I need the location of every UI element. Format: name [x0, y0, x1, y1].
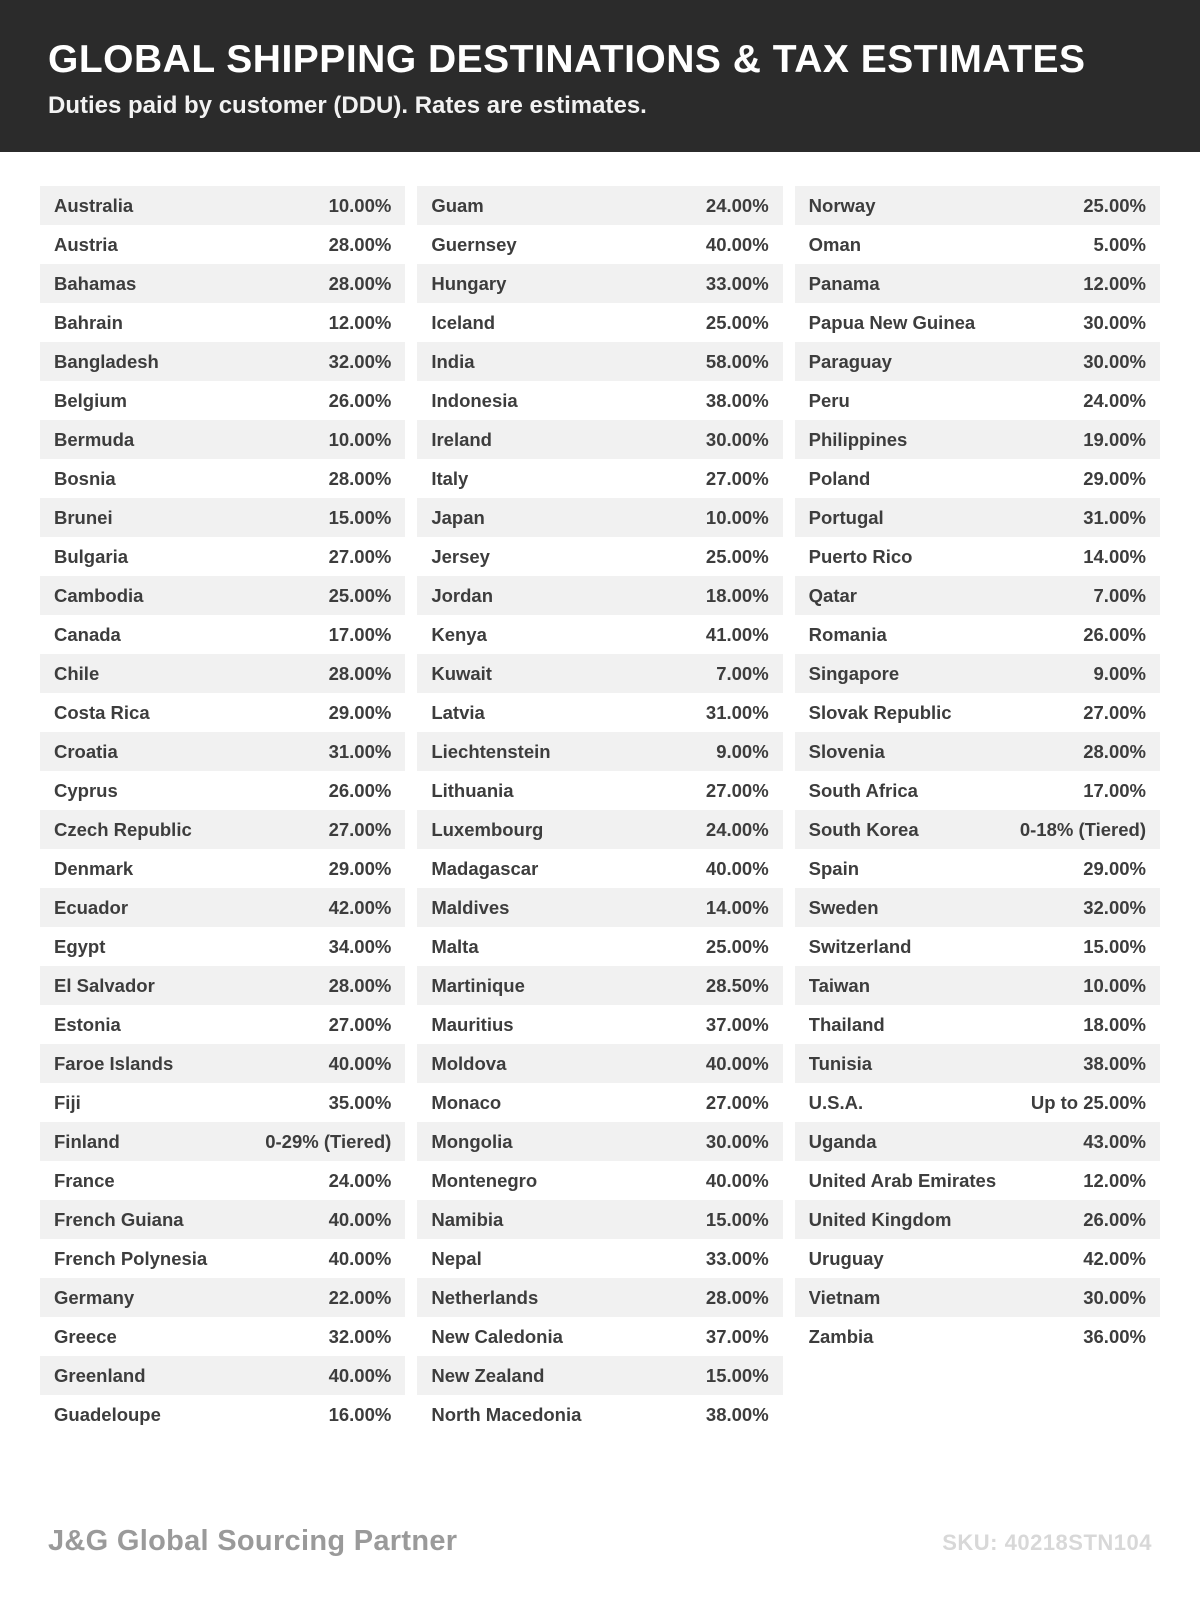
- table-row: [40, 459, 405, 498]
- table-row: [795, 966, 1160, 1005]
- country-name: Greece: [54, 1325, 117, 1347]
- table-row: [417, 849, 782, 888]
- country-name: United Arab Emirates: [808, 1169, 997, 1191]
- tax-rate: 28.50%: [705, 974, 769, 996]
- country-name: Maldives: [431, 896, 510, 918]
- tax-rate: 24.00%: [705, 818, 769, 840]
- tax-rate: 14.00%: [1083, 545, 1146, 567]
- tax-rate: 31.00%: [328, 740, 392, 762]
- tax-rate: 25.00%: [328, 584, 392, 606]
- tax-rate: 40.00%: [705, 1169, 769, 1191]
- country-name: Croatia: [54, 740, 118, 762]
- tax-rate: 10.00%: [328, 194, 392, 216]
- tax-rate: 43.00%: [1083, 1130, 1146, 1152]
- tax-rate: 27.00%: [328, 1013, 392, 1035]
- table-row: [795, 1278, 1160, 1317]
- table-row: [40, 1395, 405, 1434]
- tax-rate: 32.00%: [328, 1325, 392, 1347]
- table-row: [417, 537, 782, 576]
- tax-rate: 30.00%: [1083, 1286, 1146, 1308]
- table-row: [417, 888, 782, 927]
- tax-rate: 26.00%: [328, 779, 392, 801]
- tax-rate: 27.00%: [328, 818, 392, 840]
- tax-rate: 15.00%: [705, 1364, 769, 1386]
- rates-column-1: [40, 186, 405, 1434]
- tax-rate: 7.00%: [1093, 584, 1146, 606]
- table-row: [795, 1161, 1160, 1200]
- tax-rate: 30.00%: [1083, 350, 1146, 372]
- tax-rate: 25.00%: [705, 935, 769, 957]
- country-name: Norway: [808, 194, 876, 216]
- tax-rate: 30.00%: [705, 1130, 769, 1152]
- country-name: Malta: [431, 935, 479, 957]
- table-row: [40, 1005, 405, 1044]
- table-row: [795, 1239, 1160, 1278]
- table-row: [795, 654, 1160, 693]
- sku-text: SKU: 40218STN104: [942, 1530, 1152, 1555]
- tax-rate: 29.00%: [1083, 857, 1146, 879]
- country-name: Slovak Republic: [808, 701, 952, 723]
- table-row: [40, 1200, 405, 1239]
- tax-rate: 40.00%: [705, 1052, 769, 1074]
- table-row: [417, 732, 782, 771]
- country-name: Canada: [54, 623, 121, 645]
- country-name: Tunisia: [808, 1052, 873, 1074]
- country-name: Singapore: [808, 662, 900, 684]
- table-row: [795, 537, 1160, 576]
- table-row: [417, 1122, 782, 1161]
- table-row: [40, 576, 405, 615]
- rates-table: [0, 152, 1200, 1434]
- country-name: Monaco: [431, 1091, 502, 1113]
- table-row: [795, 693, 1160, 732]
- country-name: Romania: [808, 623, 887, 645]
- tax-rate: 40.00%: [705, 857, 769, 879]
- country-name: Oman: [808, 233, 862, 255]
- country-name: Lithuania: [431, 779, 514, 801]
- table-row: [40, 732, 405, 771]
- country-name: Peru: [808, 389, 850, 411]
- tax-rate: 24.00%: [1083, 389, 1146, 411]
- table-row: [417, 1161, 782, 1200]
- table-row: [795, 732, 1160, 771]
- table-row: [417, 1356, 782, 1395]
- tax-rate: 25.00%: [705, 311, 769, 333]
- country-name: Mauritius: [431, 1013, 514, 1035]
- country-name: Netherlands: [431, 1286, 539, 1308]
- table-row: [795, 1044, 1160, 1083]
- tax-rate: 17.00%: [328, 623, 392, 645]
- table-row: [795, 1083, 1160, 1122]
- table-row: [795, 225, 1160, 264]
- table-row: [417, 1317, 782, 1356]
- tax-rate: 26.00%: [328, 389, 392, 411]
- country-name: Portugal: [808, 506, 884, 528]
- tax-rate: 15.00%: [328, 506, 392, 528]
- tax-rate: 40.00%: [328, 1364, 392, 1386]
- table-row: [417, 1395, 782, 1434]
- country-name: Namibia: [431, 1208, 504, 1230]
- tax-rate: 24.00%: [328, 1169, 392, 1191]
- country-name: El Salvador: [54, 974, 155, 996]
- table-row: [40, 1161, 405, 1200]
- table-row: [417, 1044, 782, 1083]
- country-name: Qatar: [808, 584, 857, 606]
- tax-rate: 38.00%: [705, 389, 769, 411]
- table-row: [795, 459, 1160, 498]
- table-row: [40, 927, 405, 966]
- table-row: [795, 615, 1160, 654]
- table-row: [40, 303, 405, 342]
- page-header: [0, 0, 1200, 152]
- table-row: [417, 498, 782, 537]
- table-row: [795, 381, 1160, 420]
- tax-rate: 38.00%: [1083, 1052, 1146, 1074]
- country-name: Zambia: [808, 1325, 874, 1347]
- country-name: Thailand: [808, 1013, 885, 1035]
- country-name: Bahamas: [54, 272, 137, 294]
- tax-rate: 18.00%: [705, 584, 769, 606]
- table-row: [795, 1005, 1160, 1044]
- tax-rate: 30.00%: [1083, 311, 1146, 333]
- table-row: [40, 849, 405, 888]
- country-name: French Guiana: [54, 1208, 184, 1230]
- table-row: [40, 1122, 405, 1161]
- country-name: Puerto Rico: [808, 545, 913, 567]
- country-name: Poland: [808, 467, 871, 489]
- table-row: [40, 420, 405, 459]
- tax-rate: 42.00%: [1083, 1247, 1146, 1269]
- country-name: Bermuda: [54, 428, 135, 450]
- page-subtitle: Duties paid by customer (DDU). Rates are estimates.: [48, 92, 647, 119]
- country-name: U.S.A.: [808, 1091, 864, 1113]
- brand-text: J&G Global Sourcing Partner: [48, 1525, 458, 1557]
- tax-rate: 28.00%: [328, 272, 392, 294]
- table-row: [40, 810, 405, 849]
- table-row: [417, 615, 782, 654]
- tax-rate: 26.00%: [1083, 1208, 1146, 1230]
- country-name: Kuwait: [431, 662, 492, 684]
- tax-rate: 40.00%: [328, 1208, 392, 1230]
- tax-rate: 0-18% (Tiered): [1019, 818, 1146, 840]
- tax-rate: 40.00%: [328, 1052, 392, 1074]
- country-name: Uruguay: [808, 1247, 884, 1269]
- table-row: [795, 498, 1160, 537]
- table-row: [417, 654, 782, 693]
- tax-rate: Up to 25.00%: [1030, 1091, 1146, 1113]
- table-row: [417, 693, 782, 732]
- tax-rate: 19.00%: [1083, 428, 1146, 450]
- table-row: [795, 888, 1160, 927]
- country-name: Uganda: [808, 1130, 877, 1152]
- tax-rate: 35.00%: [328, 1091, 392, 1113]
- country-name: Iceland: [431, 311, 496, 333]
- country-name: Faroe Islands: [54, 1052, 174, 1074]
- table-row: [795, 264, 1160, 303]
- table-row: [795, 1317, 1160, 1356]
- table-row: [417, 225, 782, 264]
- country-name: Liechtenstein: [431, 740, 551, 762]
- table-row: [40, 615, 405, 654]
- country-name: New Caledonia: [431, 1325, 563, 1347]
- tax-rate: 31.00%: [1083, 506, 1146, 528]
- table-row: [40, 693, 405, 732]
- country-name: Montenegro: [431, 1169, 538, 1191]
- table-row: [40, 888, 405, 927]
- table-row: [40, 381, 405, 420]
- country-name: Indonesia: [431, 389, 518, 411]
- tax-rate: 29.00%: [328, 857, 392, 879]
- table-row: [40, 1239, 405, 1278]
- table-row: [417, 264, 782, 303]
- table-row: [417, 927, 782, 966]
- table-row: [417, 1083, 782, 1122]
- country-name: Sweden: [808, 896, 879, 918]
- table-row: [795, 810, 1160, 849]
- tax-rate: 40.00%: [328, 1247, 392, 1269]
- country-name: New Zealand: [431, 1364, 545, 1386]
- country-name: Jordan: [431, 584, 494, 606]
- tax-rate: 12.00%: [328, 311, 392, 333]
- tax-rate: 25.00%: [1083, 194, 1146, 216]
- tax-rate: 27.00%: [705, 779, 769, 801]
- country-name: South Africa: [808, 779, 918, 801]
- table-row: [417, 1005, 782, 1044]
- country-name: Slovenia: [808, 740, 885, 762]
- tax-rate: 32.00%: [328, 350, 392, 372]
- tax-rate: 5.00%: [1093, 233, 1146, 255]
- table-row: [40, 966, 405, 1005]
- table-row: [795, 576, 1160, 615]
- country-name: Madagascar: [431, 857, 539, 879]
- country-name: Egypt: [54, 935, 106, 957]
- tax-rate: 9.00%: [1093, 662, 1146, 684]
- tax-rate: 22.00%: [328, 1286, 392, 1308]
- tax-rate: 37.00%: [705, 1325, 769, 1347]
- tax-rate: 12.00%: [1083, 1169, 1146, 1191]
- country-name: Papua New Guinea: [808, 311, 976, 333]
- country-name: Italy: [431, 467, 469, 489]
- table-row: [795, 186, 1160, 225]
- table-row: [795, 927, 1160, 966]
- table-row: [417, 342, 782, 381]
- country-name: North Macedonia: [431, 1403, 582, 1425]
- tax-rate: 25.00%: [705, 545, 769, 567]
- tax-rate: 27.00%: [705, 1091, 769, 1113]
- country-name: Austria: [54, 233, 118, 255]
- table-row: [40, 342, 405, 381]
- table-row: [417, 1239, 782, 1278]
- tax-rate: 27.00%: [705, 467, 769, 489]
- country-name: Philippines: [808, 428, 908, 450]
- country-name: Nepal: [431, 1247, 482, 1269]
- tax-rate: 28.00%: [328, 662, 392, 684]
- tax-rate: 17.00%: [1083, 779, 1146, 801]
- tax-rate: 15.00%: [705, 1208, 769, 1230]
- country-name: Switzerland: [808, 935, 912, 957]
- country-name: Hungary: [431, 272, 507, 294]
- table-row: [40, 225, 405, 264]
- tax-rate: 28.00%: [705, 1286, 769, 1308]
- tax-rate: 28.00%: [328, 233, 392, 255]
- country-name: Taiwan: [808, 974, 870, 996]
- country-name: India: [431, 350, 475, 372]
- country-name: Fiji: [54, 1091, 81, 1113]
- tax-rate: 38.00%: [705, 1403, 769, 1425]
- country-name: Bulgaria: [54, 545, 129, 567]
- country-name: Guam: [431, 194, 484, 216]
- tax-rate: 28.00%: [1083, 740, 1146, 762]
- tax-rate: 31.00%: [705, 701, 769, 723]
- country-name: Paraguay: [808, 350, 892, 372]
- country-name: Kenya: [431, 623, 487, 645]
- table-row: [40, 264, 405, 303]
- table-row: [40, 1317, 405, 1356]
- country-name: Guernsey: [431, 233, 517, 255]
- tax-rate: 58.00%: [705, 350, 769, 372]
- tax-rate: 27.00%: [328, 545, 392, 567]
- tax-rate: 12.00%: [1083, 272, 1146, 294]
- tax-rate: 26.00%: [1083, 623, 1146, 645]
- table-row: [417, 810, 782, 849]
- tax-rate: 15.00%: [1083, 935, 1146, 957]
- table-row: [417, 420, 782, 459]
- table-row: [40, 1083, 405, 1122]
- country-name: Costa Rica: [54, 701, 150, 723]
- table-row: [795, 342, 1160, 381]
- country-name: Panama: [808, 272, 880, 294]
- tax-rate: 33.00%: [705, 272, 769, 294]
- country-name: Greenland: [54, 1364, 146, 1386]
- country-name: Czech Republic: [54, 818, 192, 840]
- tax-rate: 33.00%: [705, 1247, 769, 1269]
- country-name: United Kingdom: [808, 1208, 952, 1230]
- table-row: [417, 303, 782, 342]
- country-name: Ireland: [431, 428, 492, 450]
- tax-rate: 14.00%: [705, 896, 769, 918]
- table-row: [417, 459, 782, 498]
- country-name: Denmark: [54, 857, 134, 879]
- tax-rate: 36.00%: [1083, 1325, 1146, 1347]
- page-title: GLOBAL SHIPPING DESTINATIONS & TAX ESTIMATES: [48, 38, 1086, 81]
- tax-rate: 28.00%: [328, 974, 392, 996]
- table-row: [795, 1200, 1160, 1239]
- tax-rate: 10.00%: [705, 506, 769, 528]
- country-name: Bosnia: [54, 467, 116, 489]
- table-row: [40, 771, 405, 810]
- table-row: [40, 1278, 405, 1317]
- table-row: [417, 576, 782, 615]
- country-name: Cambodia: [54, 584, 144, 606]
- country-name: Jersey: [431, 545, 490, 567]
- tax-rate: 34.00%: [328, 935, 392, 957]
- tax-rate: 16.00%: [328, 1403, 392, 1425]
- table-row: [40, 654, 405, 693]
- tax-rate: 32.00%: [1083, 896, 1146, 918]
- tax-rate: 29.00%: [1083, 467, 1146, 489]
- country-name: French Polynesia: [54, 1247, 208, 1269]
- country-name: Vietnam: [808, 1286, 881, 1308]
- tax-rate: 27.00%: [1083, 701, 1146, 723]
- country-name: Luxembourg: [431, 818, 544, 840]
- country-name: Bahrain: [54, 311, 123, 333]
- table-row: [40, 1044, 405, 1083]
- table-row: [40, 498, 405, 537]
- table-row: [417, 381, 782, 420]
- table-row: [40, 186, 405, 225]
- page-footer: [0, 1525, 1200, 1558]
- country-name: Finland: [54, 1130, 120, 1152]
- country-name: Guadeloupe: [54, 1403, 161, 1425]
- tax-rate: 10.00%: [1083, 974, 1146, 996]
- tax-rate: 10.00%: [328, 428, 392, 450]
- country-name: Martinique: [431, 974, 525, 996]
- tax-rate: 18.00%: [1083, 1013, 1146, 1035]
- tax-rate: 37.00%: [705, 1013, 769, 1035]
- table-row: [417, 1278, 782, 1317]
- tax-rate: 42.00%: [328, 896, 392, 918]
- tax-rate: 41.00%: [705, 623, 769, 645]
- table-row: [40, 537, 405, 576]
- table-row: [417, 186, 782, 225]
- country-name: Estonia: [54, 1013, 121, 1035]
- tax-rate: 9.00%: [716, 740, 769, 762]
- table-row: [40, 1356, 405, 1395]
- table-row: [795, 1122, 1160, 1161]
- country-name: Belgium: [54, 389, 127, 411]
- table-row: [795, 771, 1160, 810]
- rates-column-3: [795, 186, 1160, 1356]
- table-row: [795, 849, 1160, 888]
- country-name: Australia: [54, 194, 134, 216]
- tax-rate: 24.00%: [705, 194, 769, 216]
- country-name: Germany: [54, 1286, 135, 1308]
- country-name: Brunei: [54, 506, 113, 528]
- country-name: Chile: [54, 662, 100, 684]
- country-name: Cyprus: [54, 779, 118, 801]
- tax-rate: 0-29% (Tiered): [265, 1130, 392, 1152]
- tax-rate: 28.00%: [328, 467, 392, 489]
- country-name: Ecuador: [54, 896, 129, 918]
- country-name: Japan: [431, 506, 485, 528]
- table-row: [417, 966, 782, 1005]
- country-name: Latvia: [431, 701, 485, 723]
- country-name: Spain: [808, 857, 860, 879]
- country-name: South Korea: [808, 818, 919, 840]
- country-name: Bangladesh: [54, 350, 159, 372]
- rates-column-2: [417, 186, 782, 1434]
- country-name: France: [54, 1169, 115, 1191]
- table-row: [795, 420, 1160, 459]
- country-name: Moldova: [431, 1052, 507, 1074]
- tax-rate: 40.00%: [705, 233, 769, 255]
- table-row: [795, 303, 1160, 342]
- tax-rate: 7.00%: [716, 662, 769, 684]
- country-name: Mongolia: [431, 1130, 513, 1152]
- table-row: [417, 771, 782, 810]
- tax-rate: 30.00%: [705, 428, 769, 450]
- table-row: [417, 1200, 782, 1239]
- tax-rate: 29.00%: [328, 701, 392, 723]
